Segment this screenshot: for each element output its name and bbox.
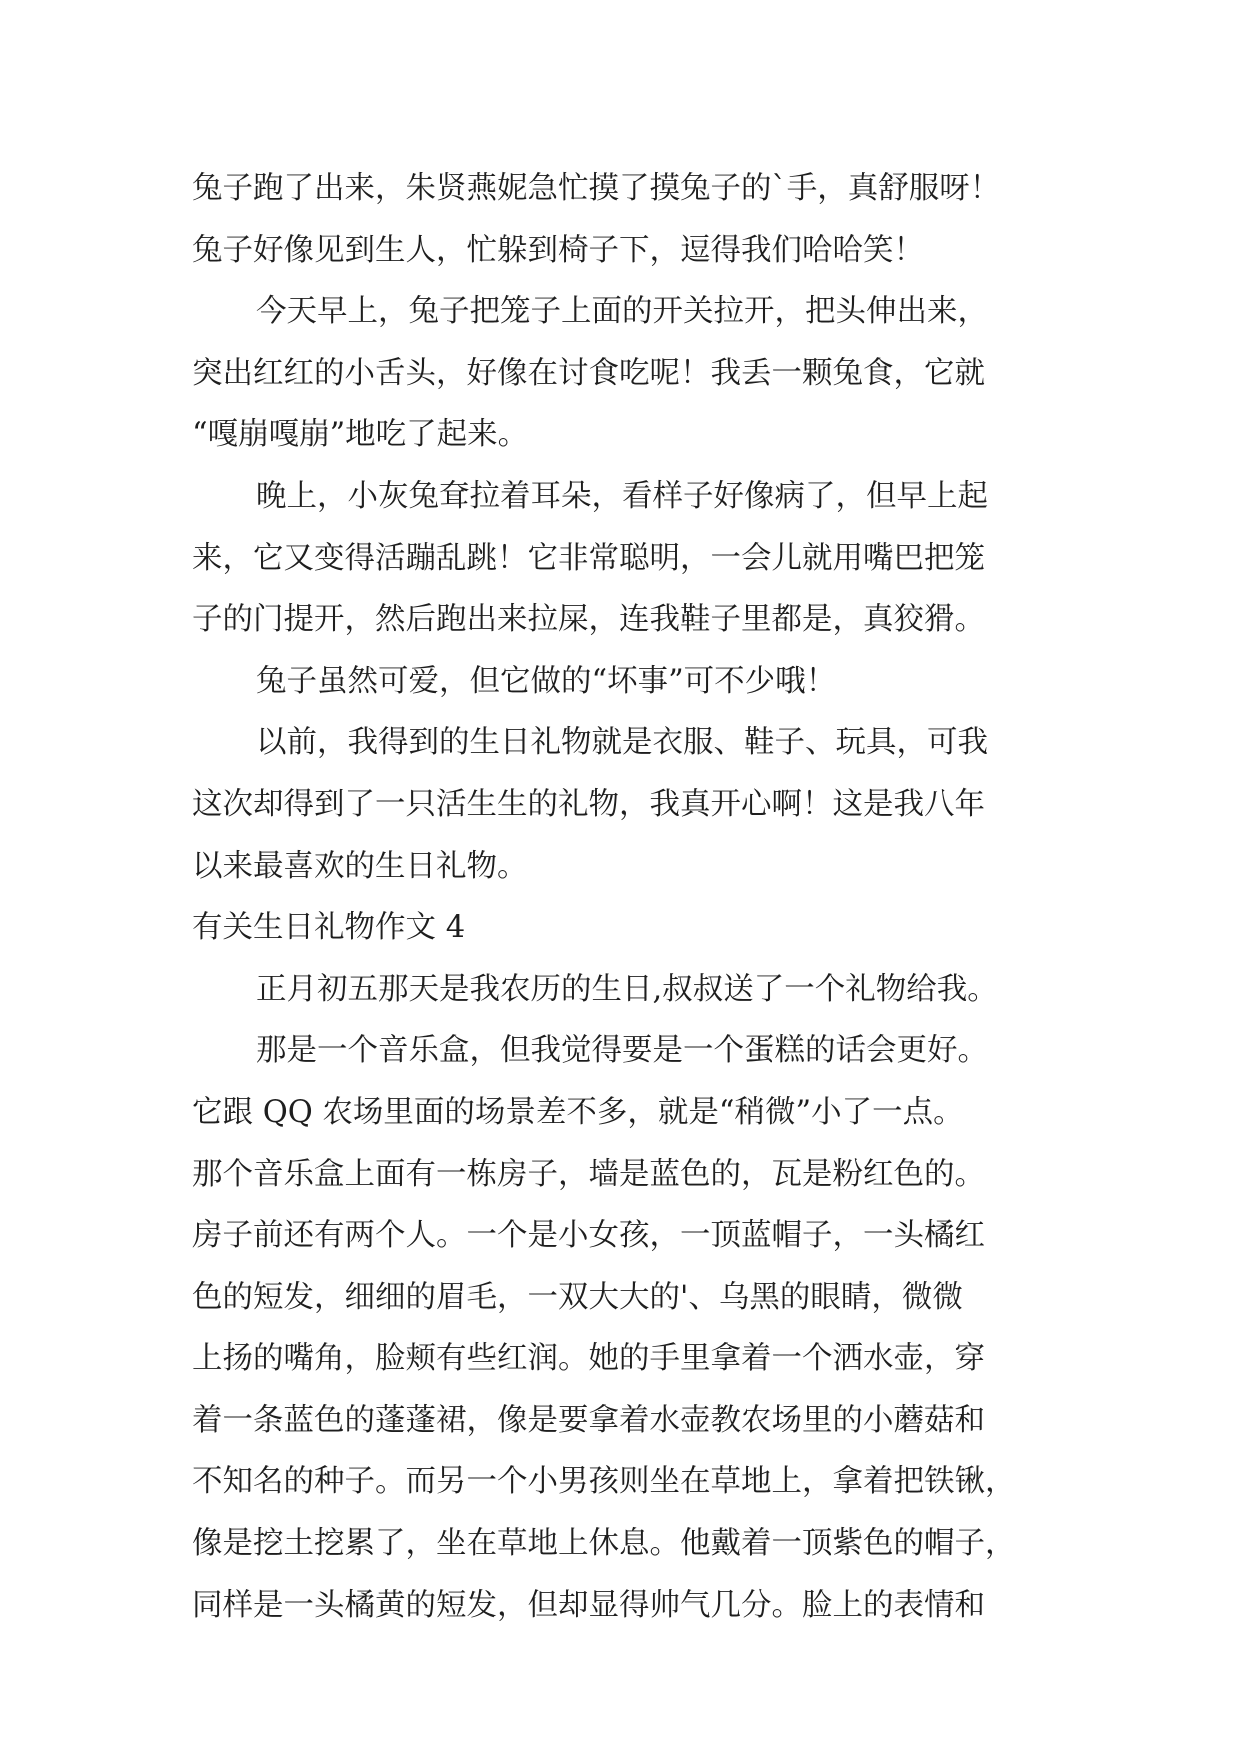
text-line: 不知名的种子。而另一个小男孩则坐在草地上，拿着把铁锹， — [192, 1464, 1016, 1500]
text-line: 那个音乐盒上面有一栋房子，墙是蓝色的，瓦是粉红色的。 — [192, 1156, 985, 1192]
paragraph-start-line: 那是一个音乐盒，但我觉得要是一个蛋糕的话会更好。 — [256, 1033, 988, 1069]
section-heading: 有关生日礼物作文 4 — [192, 910, 466, 946]
text-line: 这次却得到了一只活生生的礼物，我真开心啊！这是我八年 — [192, 786, 985, 822]
paragraph-start-line: 兔子虽然可爱，但它做的“坏事”可不少哦！ — [256, 663, 837, 699]
text-line: 它跟 QQ 农场里面的场景差不多，就是“稍微”小了一点。 — [192, 1094, 964, 1130]
text-line: 同样是一头橘黄的短发，但却显得帅气几分。脸上的表情和 — [192, 1587, 985, 1623]
paragraph-start-line: 今天早上，兔子把笼子上面的开关拉开，把头伸出来， — [256, 294, 988, 330]
document-body — [192, 158, 1092, 1636]
paragraph-start-line: 晚上，小灰兔耷拉着耳朵，看样子好像病了，但早上起 — [256, 478, 988, 514]
text-line: 兔子好像见到生人，忙躲到椅子下，逗得我们哈哈笑！ — [192, 232, 924, 268]
paragraph-start-line: 正月初五那天是我农历的生日,叔叔送了一个礼物给我。 — [256, 971, 998, 1007]
text-line: 上扬的嘴角，脸颊有些红润。她的手里拿着一个洒水壶，穿 — [192, 1341, 985, 1377]
text-line: 像是挖土挖累了，坐在草地上休息。他戴着一顶紫色的帽子， — [192, 1526, 1016, 1562]
text-line: 子的门提开，然后跑出来拉屎，连我鞋子里都是，真狡猾。 — [192, 602, 985, 638]
paragraph-start-line: 以前，我得到的生日礼物就是衣服、鞋子、玩具，可我 — [256, 725, 988, 761]
text-line: 房子前还有两个人。一个是小女孩，一顶蓝帽子，一头橘红 — [192, 1218, 985, 1254]
text-line: 突出红红的小舌头，好像在讨食吃呢！我丢一颗兔食，它就 — [192, 355, 985, 391]
text-line: 兔子跑了出来，朱贤燕妮急忙摸了摸兔子的`手，真舒服呀！ — [192, 171, 1001, 206]
text-line: 色的短发，细细的眉毛，一双大大的'、乌黑的眼睛，微微 — [192, 1279, 963, 1315]
text-line: 来，它又变得活蹦乱跳！它非常聪明，一会儿就用嘴巴把笼 — [192, 540, 985, 576]
text-line: 以来最喜欢的生日礼物。 — [192, 848, 528, 884]
text-line: 着一条蓝色的蓬蓬裙，像是要拿着水壶教农场里的小蘑菇和 — [192, 1402, 985, 1438]
text-line: “嘎崩嘎崩”地吃了起来。 — [192, 417, 529, 453]
